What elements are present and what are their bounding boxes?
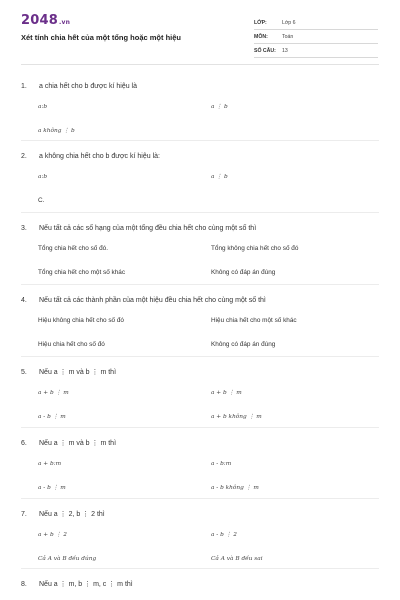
- question-prompt: Nếu a ⋮ m, b ⋮ m, c ⋮ m thì: [39, 581, 133, 588]
- question-prompt: Nếu tất cả các thành phần của một hiệu đều chia hết cho cùng một số thì: [39, 296, 266, 304]
- answer-option[interactable]: Tổng không chia hết cho số đó: [211, 245, 299, 252]
- answer-option[interactable]: a - b ⋮ m: [38, 485, 66, 491]
- question-text: [21, 80, 379, 92]
- meta-count-row: SỐ CÂU: 13: [254, 44, 378, 58]
- question-number: 6.: [21, 439, 27, 447]
- question-number: 7.: [21, 510, 27, 518]
- question-separator: [21, 568, 379, 569]
- answer-option[interactable]: a - b:m: [211, 461, 232, 467]
- question-separator: [21, 140, 379, 141]
- answer-option[interactable]: a - b ⋮ m: [38, 414, 66, 420]
- answer-option[interactable]: a:b: [38, 104, 48, 110]
- answer-option[interactable]: Không có đáp án đúng: [211, 269, 276, 276]
- answer-option[interactable]: a + b ⋮ m: [211, 390, 242, 396]
- question-separator: [21, 427, 379, 428]
- question-7: [21, 508, 379, 562]
- document-title: Xét tính chia hết của một tổng hoặc một hiệu: [21, 33, 182, 42]
- answer-option[interactable]: Tổng chia hết cho số đó.: [38, 245, 108, 252]
- question-separator: [21, 212, 379, 213]
- question-prompt: Nếu a ⋮ 2, b ⋮ 2 thì: [39, 511, 105, 518]
- question-prompt: Nếu tất cả các số hạng của một tổng đều chia hết cho cùng một số thì: [39, 224, 257, 232]
- question-separator: [21, 498, 379, 499]
- answer-option[interactable]: a ⋮ b: [211, 174, 228, 180]
- meta-class-row: LỚP: Lớp 6: [254, 16, 378, 30]
- answer-option[interactable]: a + b:m: [38, 461, 62, 467]
- question-text: [21, 150, 379, 162]
- question-number: 5.: [21, 368, 27, 376]
- question-text: [21, 437, 379, 449]
- question-4: [21, 294, 379, 348]
- answer-option[interactable]: Hiệu chia hết cho một số khác: [211, 317, 297, 324]
- question-3: [21, 222, 379, 276]
- question-prompt: a không chia hết cho b được kí hiệu là:: [39, 152, 160, 160]
- document-header: [0, 0, 400, 62]
- answer-option[interactable]: a - b không ⋮ m: [211, 485, 259, 491]
- question-number: 2.: [21, 152, 27, 160]
- question-prompt: Nếu a ⋮ m và b ⋮ m thì: [39, 440, 117, 447]
- answer-option[interactable]: a + b không ⋮ m: [211, 414, 262, 420]
- answer-option[interactable]: a ⋮ b: [211, 104, 228, 110]
- answer-option[interactable]: Hiệu không chia hết cho số đó: [38, 317, 124, 324]
- question-2: [21, 150, 379, 204]
- question-separator: [21, 284, 379, 285]
- answer-option[interactable]: C.: [38, 197, 45, 204]
- question-number: 3.: [21, 224, 27, 232]
- meta-subject-row: MÔN: Toán: [254, 30, 378, 44]
- question-8: [21, 578, 379, 590]
- question-number: 8.: [21, 580, 27, 588]
- answer-option[interactable]: a không ⋮ b: [38, 128, 75, 134]
- answer-option[interactable]: Tổng chia hết cho một số khác: [38, 269, 126, 276]
- answer-option[interactable]: a + b ⋮ 2: [38, 532, 67, 538]
- question-text: [21, 508, 379, 520]
- answer-option[interactable]: Cả A và B đều đúng: [38, 556, 97, 562]
- site-logo[interactable]: 2048.vn: [21, 13, 71, 28]
- question-6: [21, 437, 379, 491]
- question-number: 1.: [21, 82, 27, 90]
- question-prompt: Nếu a ⋮ m và b ⋮ m thì: [39, 369, 117, 376]
- question-text: [21, 578, 379, 590]
- answer-option[interactable]: Không có đáp án đúng: [211, 341, 276, 348]
- question-number: 4.: [21, 296, 27, 304]
- answer-option[interactable]: a:b: [38, 174, 48, 180]
- answer-option[interactable]: Hiệu chia hết cho số đó: [38, 341, 105, 348]
- question-prompt: a chia hết cho b được kí hiệu là: [39, 82, 137, 90]
- answer-option[interactable]: a - b ⋮ 2: [211, 532, 237, 538]
- question-5: [21, 366, 379, 420]
- meta-info: [254, 16, 378, 58]
- answer-option[interactable]: Cả A và B đều sai: [211, 556, 263, 562]
- answer-option[interactable]: a + b ⋮ m: [38, 390, 69, 396]
- header-divider: [21, 64, 379, 65]
- question-separator: [21, 356, 379, 357]
- question-text: [21, 294, 379, 306]
- question-1: [21, 80, 379, 134]
- question-text: [21, 222, 379, 234]
- question-text: [21, 366, 379, 378]
